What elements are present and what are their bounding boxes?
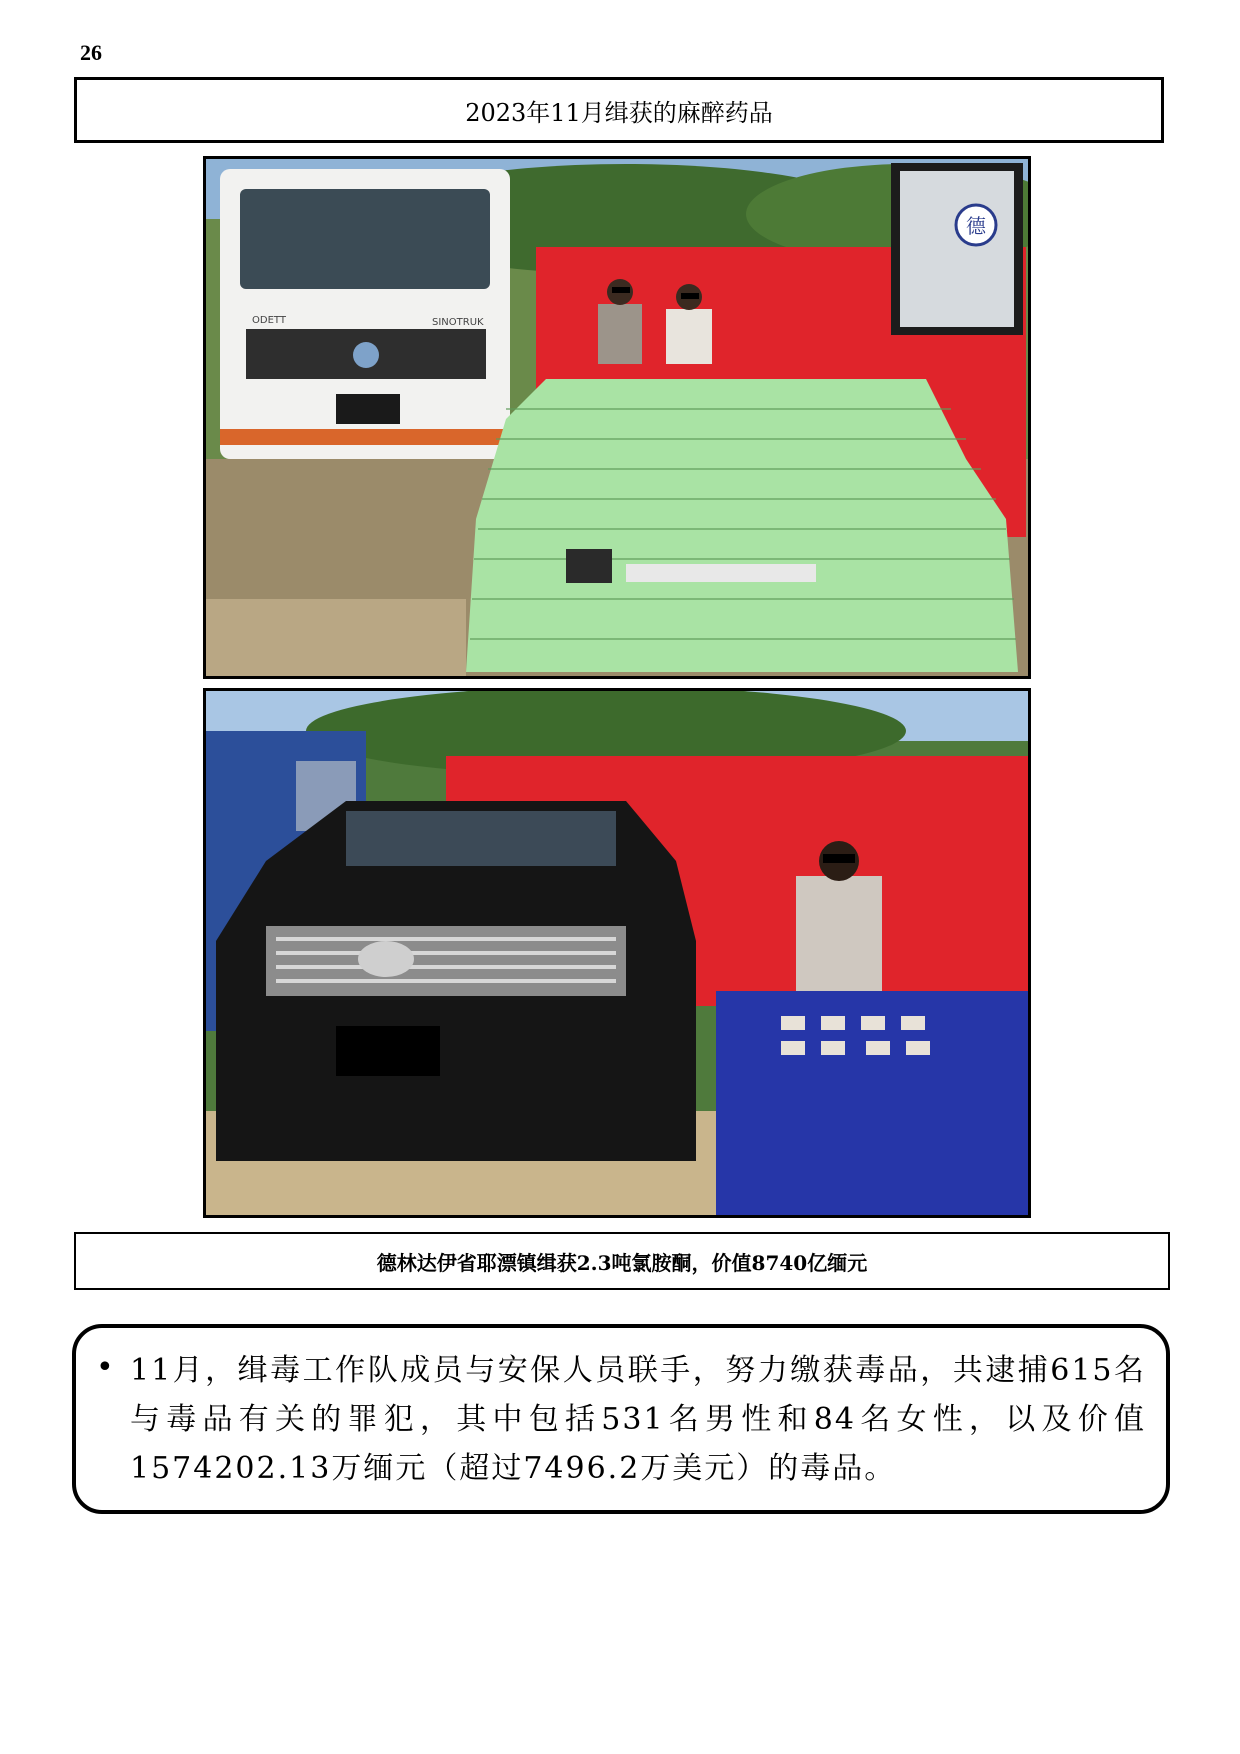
seizure-photo-truck [203, 156, 1031, 679]
photo-caption: 德林达伊省耶漂镇缉获2.3吨氯胺酮，价值8740亿缅元 [74, 1232, 1170, 1290]
truck-model-label: ODETT [252, 315, 286, 326]
seizure-photo-suv [203, 688, 1031, 1218]
inset-package-label: 德 [966, 214, 986, 238]
summary-text: 11月，缉毒工作队成员与安保人员联手，努力缴获毒品，共逮捕615名与毒品有关的罪犯，其中包括531名男性和84名女性，以及价值1574202.13万缅元（超过7496.2万美元）的毒品。 [130, 1353, 1146, 1486]
bullet-icon: • [96, 1350, 114, 1385]
page-number: 26 [80, 40, 102, 65]
truck-brand-label: SINOTRUK [432, 317, 484, 328]
page-title: 2023年11月缉获的麻醉药品 [74, 77, 1164, 143]
summary-box [72, 1324, 1170, 1514]
